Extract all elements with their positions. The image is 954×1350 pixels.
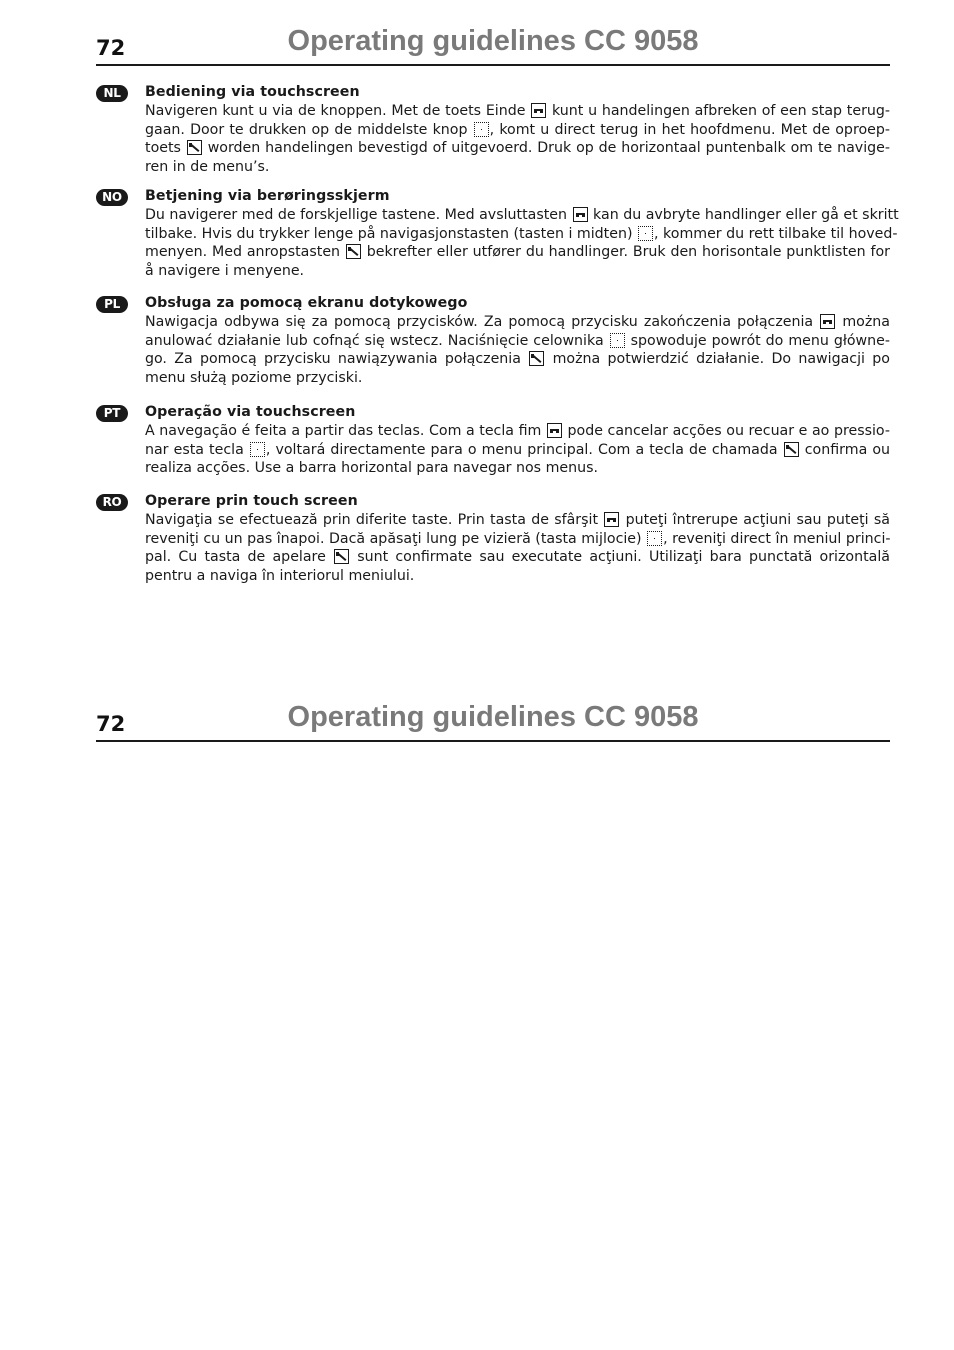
page-number: 72 bbox=[96, 36, 126, 60]
call-key-icon bbox=[334, 549, 349, 564]
page-number: 72 bbox=[96, 712, 126, 736]
body-line: anulować działanie lub cofnąć się wstecz. Naciśnięcie celownika spowoduje powrót do menu główne- bbox=[145, 332, 890, 349]
page-header bbox=[96, 0, 890, 66]
body-line: go. Za pomocą przycisku nawiązywania połączenia można potwierdzić działanie. Do nawigacji po bbox=[145, 351, 890, 368]
middle-key-icon bbox=[647, 531, 662, 546]
end-call-key-icon bbox=[820, 314, 835, 329]
section-title: Betjening via berøringsskjerm bbox=[145, 188, 390, 204]
body-line: A navegação é feita a partir das teclas. Com a tecla fim pode cancelar acções ou recuar e ao pressio- bbox=[145, 423, 890, 439]
middle-key-icon bbox=[474, 122, 489, 137]
body-line: menu służą poziome przyciski. bbox=[145, 370, 363, 387]
body-line: pentru a naviga în interiorul meniului. bbox=[145, 568, 415, 585]
language-badge: RO bbox=[96, 494, 128, 511]
body-line: Navigeren kunt u via de knoppen. Met de toets Einde kunt u handelingen afbreken of een stap terug- bbox=[145, 103, 891, 119]
body-line: å navigere i menyene. bbox=[145, 263, 305, 280]
body-line: Navigaţia se efectuează prin diferite taste. Prin tasta de sfârşit puteţi întrerupe acţiuni sau puteţi să bbox=[145, 512, 890, 528]
language-badge: PT bbox=[96, 405, 128, 422]
body-line: realiza acções. Use a barra horizontal para navegar nos menus. bbox=[145, 460, 599, 477]
call-key-icon bbox=[187, 140, 202, 155]
end-call-key-icon bbox=[604, 512, 619, 527]
language-badge: PL bbox=[96, 296, 128, 313]
body-line: tilbake. Hvis du trykker lenge på navigasjonstasten (tasten i midten) , kommer du rett tilbake til hoved- bbox=[145, 225, 898, 242]
section-title: Operação via touchscreen bbox=[145, 404, 356, 420]
middle-key-icon bbox=[610, 333, 625, 348]
section-title: Obsługa za pomocą ekranu dotykowego bbox=[145, 295, 468, 311]
end-call-key-icon bbox=[531, 103, 546, 118]
section-title: Bediening via touchscreen bbox=[145, 84, 360, 100]
end-call-key-icon bbox=[573, 207, 588, 222]
call-key-icon bbox=[346, 244, 361, 259]
language-badge: NL bbox=[96, 85, 128, 102]
call-key-icon bbox=[529, 351, 544, 366]
end-call-key-icon bbox=[547, 423, 562, 438]
body-line: menyen. Med anropstasten bekrefter eller utfører du handlinger. Bruk den horisontale punktlisten for bbox=[145, 244, 890, 261]
middle-key-icon bbox=[638, 226, 653, 241]
call-key-icon bbox=[784, 442, 799, 457]
body-line: pal. Cu tasta de apelare sunt confirmate sau executate acţiuni. Utilizaţi bara punctată orizontală bbox=[145, 549, 890, 566]
page-title: Operating guidelines CC 9058 bbox=[287, 701, 699, 733]
body-line: nar esta tecla , voltará directamente para o menu principal. Com a tecla de chamada confirma ou bbox=[145, 441, 891, 458]
middle-key-icon bbox=[250, 442, 265, 457]
body-line: gaan. Door te drukken op de middelste knop , komt u direct terug in het hoofdmenu. Met de oproep- bbox=[145, 121, 890, 138]
page-title: Operating guidelines CC 9058 bbox=[287, 25, 699, 57]
body-line: ren in de menu’s. bbox=[145, 159, 270, 176]
language-badge: NO bbox=[96, 189, 128, 206]
section-title: Operare prin touch screen bbox=[145, 493, 358, 509]
page-header-repeat bbox=[96, 676, 890, 742]
body-line: Du navigerer med de forskjellige tastene. Med avsluttasten kan du avbryte handlinger eller gå et skritt bbox=[145, 207, 899, 223]
body-line: Nawigacja odbywa się za pomocą przycisków. Za pomocą przycisku zakończenia połączenia można bbox=[145, 314, 890, 330]
body-line: reveniţi cu un pas înapoi. Dacă apăsaţi lung pe vizieră (tasta mijlocie) , reveniţi direct în meniul princi- bbox=[145, 530, 891, 547]
body-line: toets worden handelingen bevestigd of uitgevoerd. Druk op de horizontaal puntenbalk om te navige- bbox=[145, 140, 890, 157]
